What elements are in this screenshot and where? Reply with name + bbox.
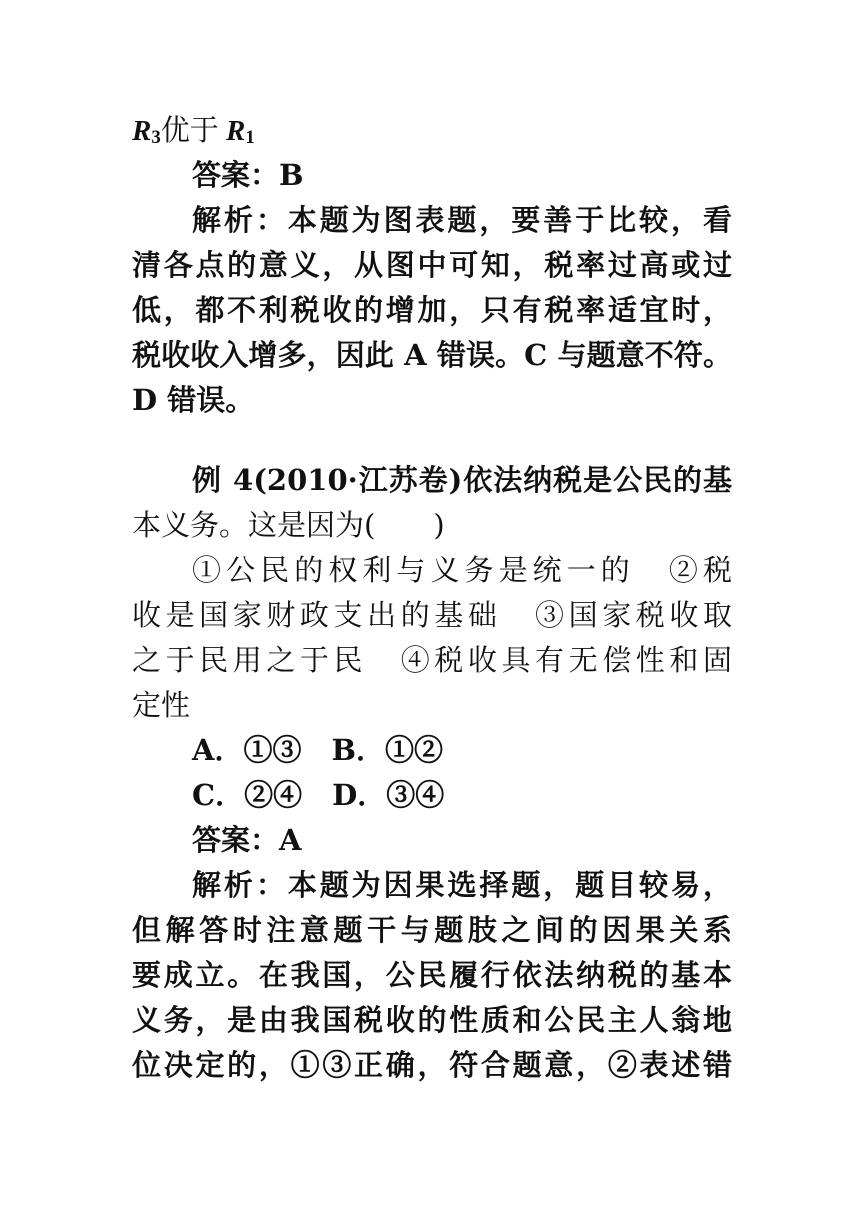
option-c: C．②④ xyxy=(192,778,303,812)
analysis-label: 解析： xyxy=(192,203,288,237)
example-analysis-line-4: 义务，是由我国税收的性质和公民主人翁地 xyxy=(132,1003,732,1037)
option-b: B．①② xyxy=(331,733,444,767)
comparison-word: 优于 xyxy=(160,113,219,147)
statement-line-2: 收是国家财政支出的基础 ③国家税收取 xyxy=(132,598,732,632)
answer-value: A xyxy=(279,823,302,857)
example-analysis-line-2: 但解答时注意题干与题肢之间的因果关系 xyxy=(132,913,732,947)
prev-analysis-line-1: 解析：本题为图表题，要善于比较，看 xyxy=(192,203,732,237)
prev-analysis-line-2: 清各点的意义，从图中可知，税率过高或过 xyxy=(132,248,732,282)
example-analysis-line-5: 位决定的，①③正确，符合题意，②表述错 xyxy=(132,1048,732,1082)
statement-line-4: 定性 xyxy=(132,688,191,722)
example-answer xyxy=(132,818,732,863)
variable-r1: $R_1$ xyxy=(226,115,255,148)
option-a: A．①③ xyxy=(192,733,302,767)
section-gap xyxy=(132,423,732,458)
answer-value: B xyxy=(279,158,304,192)
comparison-line xyxy=(132,108,732,153)
answer-label: 答案： xyxy=(192,823,280,857)
example-stem-line-2: 本义务。这是因为( ) xyxy=(132,508,445,542)
prev-analysis-line-5: D 错误。 xyxy=(132,383,255,417)
statement-line-1: ①公民的权利与义务是统一的 ②税 xyxy=(192,553,732,587)
example-stem-line-1: 例 4(2010·江苏卷)依法纳税是公民的基 xyxy=(192,463,732,497)
example-analysis-line-3: 要成立。在我国，公民履行依法纳税的基本 xyxy=(132,958,732,992)
variable-r3: $R_3$ xyxy=(132,115,161,148)
document-page xyxy=(132,108,732,1088)
example-analysis-line-1: 解析：本题为因果选择题，题目较易， xyxy=(192,868,732,902)
options-row-1 xyxy=(132,728,732,773)
statement-line-3: 之于民用之于民 ④税收具有无偿性和固 xyxy=(132,643,732,677)
analysis-label: 解析： xyxy=(192,868,288,902)
example-label: 例 4 xyxy=(192,463,254,497)
option-d: D．③④ xyxy=(332,778,445,812)
options-row-2 xyxy=(132,773,732,818)
prev-answer xyxy=(132,153,732,198)
prev-analysis-line-4: 税收收入增多，因此 A 错误。C 与题意不符。 xyxy=(132,338,732,372)
answer-label: 答案： xyxy=(192,158,280,192)
prev-analysis-line-3: 低，都不利税收的增加，只有税率适宜时， xyxy=(132,293,732,327)
